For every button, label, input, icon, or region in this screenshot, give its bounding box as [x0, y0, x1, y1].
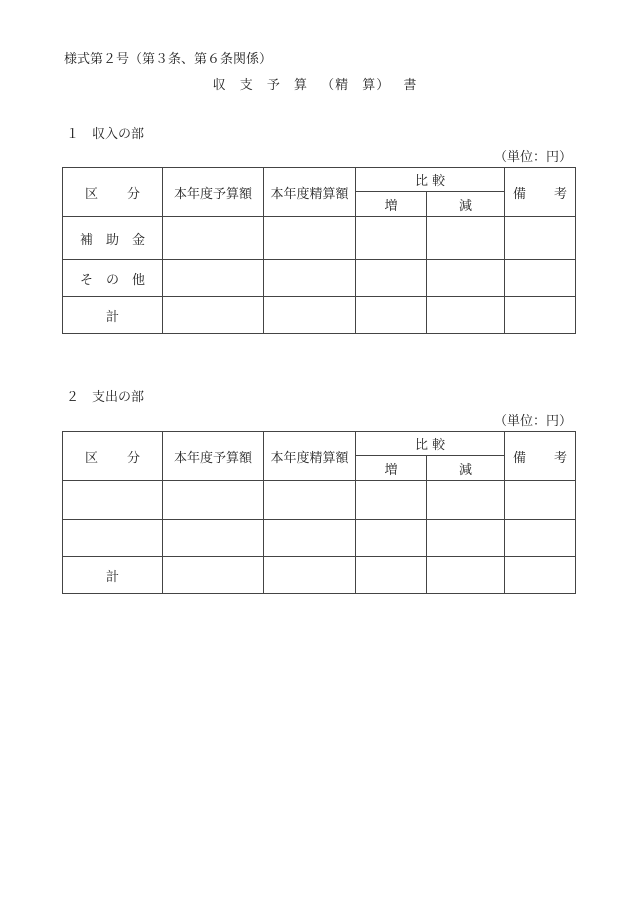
- header-settlement: 本年度精算額: [264, 168, 356, 217]
- budget-cell: [163, 520, 264, 557]
- header-remarks: 備 考: [505, 432, 576, 481]
- decrease-cell: [427, 297, 505, 334]
- remarks-cell: [505, 217, 576, 260]
- row-label-total: 計: [63, 557, 163, 594]
- document-title: 収 支 予 算 （精 算） 書: [212, 78, 418, 93]
- increase-cell: [356, 520, 427, 557]
- settlement-cell: [264, 481, 356, 520]
- settlement-cell: [264, 520, 356, 557]
- income-unit-label: （単位：円）: [493, 150, 572, 165]
- decrease-cell: [427, 520, 505, 557]
- row-label-subsidy: 補 助 金: [63, 217, 163, 260]
- header-increase: 増: [356, 192, 427, 217]
- header-increase: 増: [356, 456, 427, 481]
- settlement-cell: [264, 260, 356, 297]
- header-remarks: 備 考: [505, 168, 576, 217]
- header-settlement: 本年度精算額: [264, 432, 356, 481]
- expense-unit-label: （単位：円）: [493, 414, 572, 429]
- budget-cell: [163, 217, 264, 260]
- table-row: [63, 481, 576, 520]
- row-label-total: 計: [63, 297, 163, 334]
- table-row: [63, 557, 576, 594]
- budget-cell: [163, 260, 264, 297]
- budget-cell: [163, 297, 264, 334]
- settlement-cell: [264, 297, 356, 334]
- increase-cell: [356, 481, 427, 520]
- header-budget: 本年度予算額: [163, 168, 264, 217]
- header-budget: 本年度予算額: [163, 432, 264, 481]
- header-category: 区 分: [63, 168, 163, 217]
- table-row: [63, 260, 576, 297]
- header-decrease: 減: [427, 192, 505, 217]
- form-number: 様式第２号（第３条、第６条関係）: [64, 52, 273, 67]
- remarks-cell: [505, 260, 576, 297]
- remarks-cell: [505, 557, 576, 594]
- row-label-other: そ の 他: [63, 260, 163, 297]
- header-decrease: 減: [427, 456, 505, 481]
- remarks-cell: [505, 297, 576, 334]
- expense-section-title: ２ 支出の部: [66, 390, 145, 405]
- expense-table: [62, 431, 576, 594]
- table-row: [63, 217, 576, 260]
- header-comparison: 比 較: [356, 168, 505, 192]
- increase-cell: [356, 217, 427, 260]
- increase-cell: [356, 260, 427, 297]
- decrease-cell: [427, 217, 505, 260]
- remarks-cell: [505, 520, 576, 557]
- increase-cell: [356, 557, 427, 594]
- decrease-cell: [427, 260, 505, 297]
- table-row: [63, 520, 576, 557]
- header-comparison: 比 較: [356, 432, 505, 456]
- income-table: [62, 167, 576, 334]
- row-label-blank: [63, 481, 163, 520]
- increase-cell: [356, 297, 427, 334]
- settlement-cell: [264, 557, 356, 594]
- row-label-blank: [63, 520, 163, 557]
- settlement-cell: [264, 217, 356, 260]
- remarks-cell: [505, 481, 576, 520]
- budget-cell: [163, 557, 264, 594]
- decrease-cell: [427, 481, 505, 520]
- income-section-title: １ 収入の部: [66, 127, 145, 142]
- header-category: 区 分: [63, 432, 163, 481]
- decrease-cell: [427, 557, 505, 594]
- table-row: [63, 297, 576, 334]
- budget-cell: [163, 481, 264, 520]
